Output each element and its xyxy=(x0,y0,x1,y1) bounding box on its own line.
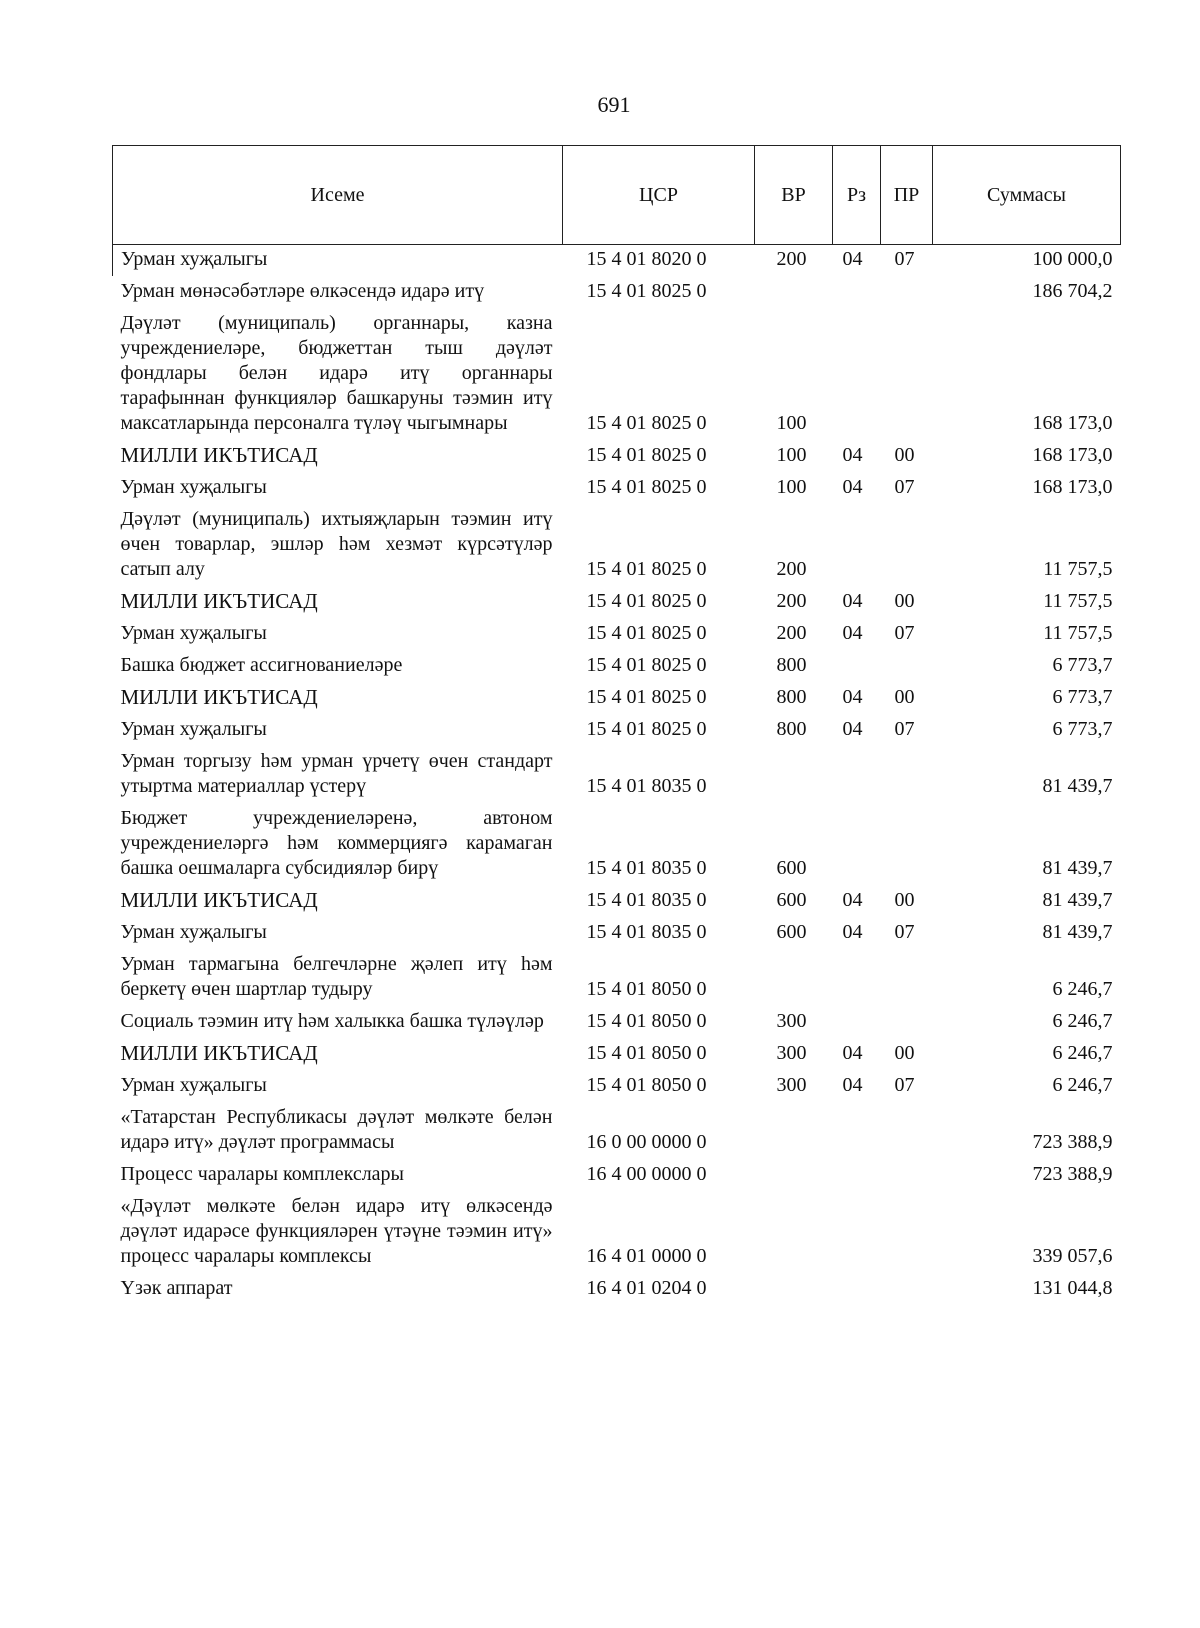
cell-rz xyxy=(833,949,881,1006)
cell-vr xyxy=(755,1273,833,1305)
cell-name: Дәүләт (муниципаль) органнары, казна учреждениеләре, бюджеттан тыш дәүләт фондлары белән идарә итү органнары тарафыннан функцияләр башкаруны тәэмин итү максатларында персоналга түләү чыгымнары xyxy=(120,312,553,434)
header-sum: Суммасы xyxy=(933,146,1121,245)
cell-vr: 600 xyxy=(776,921,807,943)
cell-vr xyxy=(755,1102,833,1159)
cell-pr: 07 xyxy=(894,921,915,943)
cell-pr: 07 xyxy=(894,622,915,644)
cell-sum: 723 388,9 xyxy=(1032,1163,1113,1185)
cell-name: МИЛЛИ ИКЪТИСАД xyxy=(120,888,318,912)
cell-sum: 100 000,0 xyxy=(1032,248,1113,270)
cell-pr: 00 xyxy=(894,590,915,612)
cell-name: Урман мөнәсәбәтләре өлкәсендә идарә итү xyxy=(120,280,485,302)
table-row xyxy=(113,650,1121,682)
cell-vr: 800 xyxy=(776,654,807,676)
cell-rz: 04 xyxy=(842,590,863,612)
cell-pr xyxy=(881,746,933,803)
cell-rz: 04 xyxy=(842,718,863,740)
cell-name: Урман хуҗалыгы xyxy=(120,718,267,740)
cell-sum: 81 439,7 xyxy=(1042,889,1113,911)
cell-vr: 600 xyxy=(776,857,807,879)
table-row xyxy=(113,1006,1121,1038)
cell-name: Урман хуҗалыгы xyxy=(120,1074,267,1096)
table-row xyxy=(113,504,1121,586)
cell-csr: 16 4 01 0000 0 xyxy=(586,1245,707,1267)
table-row xyxy=(113,586,1121,618)
cell-csr: 15 4 01 8050 0 xyxy=(586,1074,707,1096)
cell-rz xyxy=(833,1273,881,1305)
cell-pr: 00 xyxy=(894,686,915,708)
table-row xyxy=(113,746,1121,803)
table-header xyxy=(113,146,1121,245)
cell-pr xyxy=(881,276,933,308)
cell-csr: 15 4 01 8025 0 xyxy=(586,412,707,434)
cell-name: Урман торгызу һәм урман үрчетү өчен стандарт утыртма материаллар үстерү xyxy=(120,750,553,797)
table-row xyxy=(113,472,1121,504)
cell-name: МИЛЛИ ИКЪТИСАД xyxy=(120,443,318,467)
cell-sum: 339 057,6 xyxy=(1032,1245,1113,1267)
cell-name: МИЛЛИ ИКЪТИСАД xyxy=(120,589,318,613)
cell-vr: 200 xyxy=(776,622,807,644)
cell-csr: 15 4 01 8025 0 xyxy=(586,444,707,466)
cell-pr: 07 xyxy=(894,718,915,740)
cell-pr: 07 xyxy=(894,476,915,498)
header-rz: Рз xyxy=(833,146,881,245)
cell-vr: 600 xyxy=(776,889,807,911)
cell-csr: 15 4 01 8025 0 xyxy=(586,686,707,708)
cell-sum: 81 439,7 xyxy=(1042,775,1113,797)
cell-rz: 04 xyxy=(842,1042,863,1064)
cell-pr: 00 xyxy=(894,1042,915,1064)
cell-sum: 168 173,0 xyxy=(1032,412,1113,434)
cell-vr: 100 xyxy=(776,444,807,466)
cell-pr: 07 xyxy=(894,248,915,270)
cell-vr: 800 xyxy=(776,718,807,740)
cell-csr: 15 4 01 8050 0 xyxy=(586,1010,707,1032)
cell-vr: 200 xyxy=(776,590,807,612)
cell-name: Бюджет учреждениеләренә, автоном учреждениеләргә һәм коммерциягә карамаган башка оешмаларга субсидияләр бирү xyxy=(120,807,553,879)
cell-rz xyxy=(833,1191,881,1273)
page-number: 691 xyxy=(597,92,631,117)
table-row xyxy=(113,276,1121,308)
cell-vr: 200 xyxy=(776,248,807,270)
cell-rz xyxy=(833,650,881,682)
cell-vr: 300 xyxy=(776,1042,807,1064)
cell-name: «Дәүләт мөлкәте белән идарә итү өлкәсендә дәүләт идарәсе функцияләрен үтәүне тәэмин итү» процесс чаралары комплексы xyxy=(120,1195,553,1267)
table-row xyxy=(113,714,1121,746)
cell-vr: 300 xyxy=(776,1074,807,1096)
cell-pr: 07 xyxy=(894,1074,915,1096)
cell-rz xyxy=(833,308,881,440)
cell-csr: 15 4 01 8050 0 xyxy=(586,978,707,1000)
header-pr: ПР xyxy=(881,146,933,245)
cell-csr: 15 4 01 8035 0 xyxy=(586,775,707,797)
cell-sum: 11 757,5 xyxy=(1043,590,1113,612)
cell-csr: 15 4 01 8025 0 xyxy=(586,590,707,612)
cell-sum: 6 773,7 xyxy=(1052,654,1113,676)
cell-vr xyxy=(755,949,833,1006)
cell-vr xyxy=(755,1159,833,1191)
cell-pr xyxy=(881,504,933,586)
cell-pr: 00 xyxy=(894,444,915,466)
cell-name: Башка бюджет ассигнованиеләре xyxy=(120,654,403,676)
cell-csr: 15 4 01 8025 0 xyxy=(586,654,707,676)
table-row xyxy=(113,917,1121,949)
cell-rz: 04 xyxy=(842,444,863,466)
cell-rz xyxy=(833,1159,881,1191)
header-csr: ЦСР xyxy=(563,146,755,245)
cell-vr xyxy=(755,276,833,308)
cell-csr: 15 4 01 8025 0 xyxy=(586,280,707,302)
cell-name: Урман тармагына белгечләрне җәлеп итү һәм беркетү өчен шартлар тудыру xyxy=(120,953,553,1000)
table-row xyxy=(113,682,1121,714)
cell-name: Урман хуҗалыгы xyxy=(120,921,267,943)
cell-csr: 15 4 01 8025 0 xyxy=(586,476,707,498)
cell-rz xyxy=(833,504,881,586)
cell-rz xyxy=(833,746,881,803)
cell-sum: 11 757,5 xyxy=(1043,558,1113,580)
cell-pr: 00 xyxy=(894,889,915,911)
cell-rz xyxy=(833,276,881,308)
cell-pr xyxy=(881,1191,933,1273)
table-row xyxy=(113,1070,1121,1102)
cell-name: Үзәк аппарат xyxy=(120,1277,233,1299)
table-row xyxy=(113,803,1121,885)
cell-sum: 186 704,2 xyxy=(1032,280,1113,302)
cell-csr: 15 4 01 8050 0 xyxy=(586,1042,707,1064)
cell-rz: 04 xyxy=(842,248,863,270)
header-name: Исеме xyxy=(113,146,563,245)
cell-pr xyxy=(881,949,933,1006)
cell-sum: 723 388,9 xyxy=(1032,1131,1113,1153)
cell-sum: 6 773,7 xyxy=(1052,718,1113,740)
table-row xyxy=(113,1038,1121,1070)
cell-rz: 04 xyxy=(842,686,863,708)
cell-name: Урман хуҗалыгы xyxy=(120,622,267,644)
cell-name: МИЛЛИ ИКЪТИСАД xyxy=(120,685,318,709)
table-row xyxy=(113,618,1121,650)
cell-csr: 16 4 00 0000 0 xyxy=(586,1163,707,1185)
cell-sum: 6 246,7 xyxy=(1052,1042,1113,1064)
table-row xyxy=(113,308,1121,440)
cell-sum: 81 439,7 xyxy=(1042,857,1113,879)
cell-rz: 04 xyxy=(842,921,863,943)
cell-vr: 800 xyxy=(776,686,807,708)
cell-sum: 131 044,8 xyxy=(1032,1277,1113,1299)
cell-rz xyxy=(833,1102,881,1159)
cell-sum: 6 246,7 xyxy=(1052,1010,1113,1032)
cell-name: Процесс чаралары комплекслары xyxy=(120,1163,404,1185)
cell-csr: 15 4 01 8020 0 xyxy=(586,248,707,270)
cell-pr xyxy=(881,1006,933,1038)
cell-rz: 04 xyxy=(842,1074,863,1096)
table-row xyxy=(113,949,1121,1006)
table-row xyxy=(113,440,1121,472)
cell-name: «Татарстан Республикасы дәүләт мөлкәте белән идарә итү» дәүләт программасы xyxy=(120,1106,553,1153)
cell-vr: 200 xyxy=(776,558,807,580)
cell-sum: 168 173,0 xyxy=(1032,476,1113,498)
cell-pr xyxy=(881,308,933,440)
header-vr: ВР xyxy=(755,146,833,245)
cell-pr xyxy=(881,803,933,885)
cell-rz xyxy=(833,1006,881,1038)
cell-csr: 15 4 01 8025 0 xyxy=(586,718,707,740)
table-row xyxy=(113,1159,1121,1191)
cell-csr: 15 4 01 8025 0 xyxy=(586,558,707,580)
cell-rz xyxy=(833,803,881,885)
cell-sum: 6 246,7 xyxy=(1052,1074,1113,1096)
cell-vr: 100 xyxy=(776,476,807,498)
cell-vr: 100 xyxy=(776,412,807,434)
cell-pr xyxy=(881,650,933,682)
table-row xyxy=(113,1102,1121,1159)
cell-csr: 16 4 01 0204 0 xyxy=(586,1277,707,1299)
cell-sum: 6 246,7 xyxy=(1052,978,1113,1000)
cell-rz: 04 xyxy=(842,889,863,911)
cell-vr xyxy=(755,1191,833,1273)
cell-name: Урман хуҗалыгы xyxy=(113,245,563,277)
cell-pr xyxy=(881,1159,933,1191)
cell-vr: 300 xyxy=(776,1010,807,1032)
cell-name: Социаль тәэмин итү һәм халыкка башка түләүләр xyxy=(120,1010,544,1032)
table-row xyxy=(113,885,1121,917)
table-row xyxy=(113,245,1121,277)
cell-csr: 16 0 00 0000 0 xyxy=(586,1131,707,1153)
budget-table xyxy=(112,145,1121,1305)
cell-csr: 15 4 01 8035 0 xyxy=(586,889,707,911)
cell-pr xyxy=(881,1273,933,1305)
cell-sum: 6 773,7 xyxy=(1052,686,1113,708)
cell-rz: 04 xyxy=(842,476,863,498)
table-body xyxy=(113,245,1121,1306)
cell-sum: 11 757,5 xyxy=(1043,622,1113,644)
cell-pr xyxy=(881,1102,933,1159)
cell-name: Дәүләт (муниципаль) ихтыяҗларын тәэмин итү өчен товарлар, эшләр һәм хезмәт күрсәтүләр сатып алу xyxy=(120,508,553,580)
cell-vr xyxy=(755,746,833,803)
cell-csr: 15 4 01 8035 0 xyxy=(586,921,707,943)
cell-csr: 15 4 01 8025 0 xyxy=(586,622,707,644)
cell-sum: 81 439,7 xyxy=(1042,921,1113,943)
cell-csr: 15 4 01 8035 0 xyxy=(586,857,707,879)
table-row xyxy=(113,1273,1121,1305)
cell-rz: 04 xyxy=(842,622,863,644)
table-row xyxy=(113,1191,1121,1273)
cell-name: Урман хуҗалыгы xyxy=(120,476,267,498)
cell-name: МИЛЛИ ИКЪТИСАД xyxy=(120,1041,318,1065)
cell-sum: 168 173,0 xyxy=(1032,444,1113,466)
